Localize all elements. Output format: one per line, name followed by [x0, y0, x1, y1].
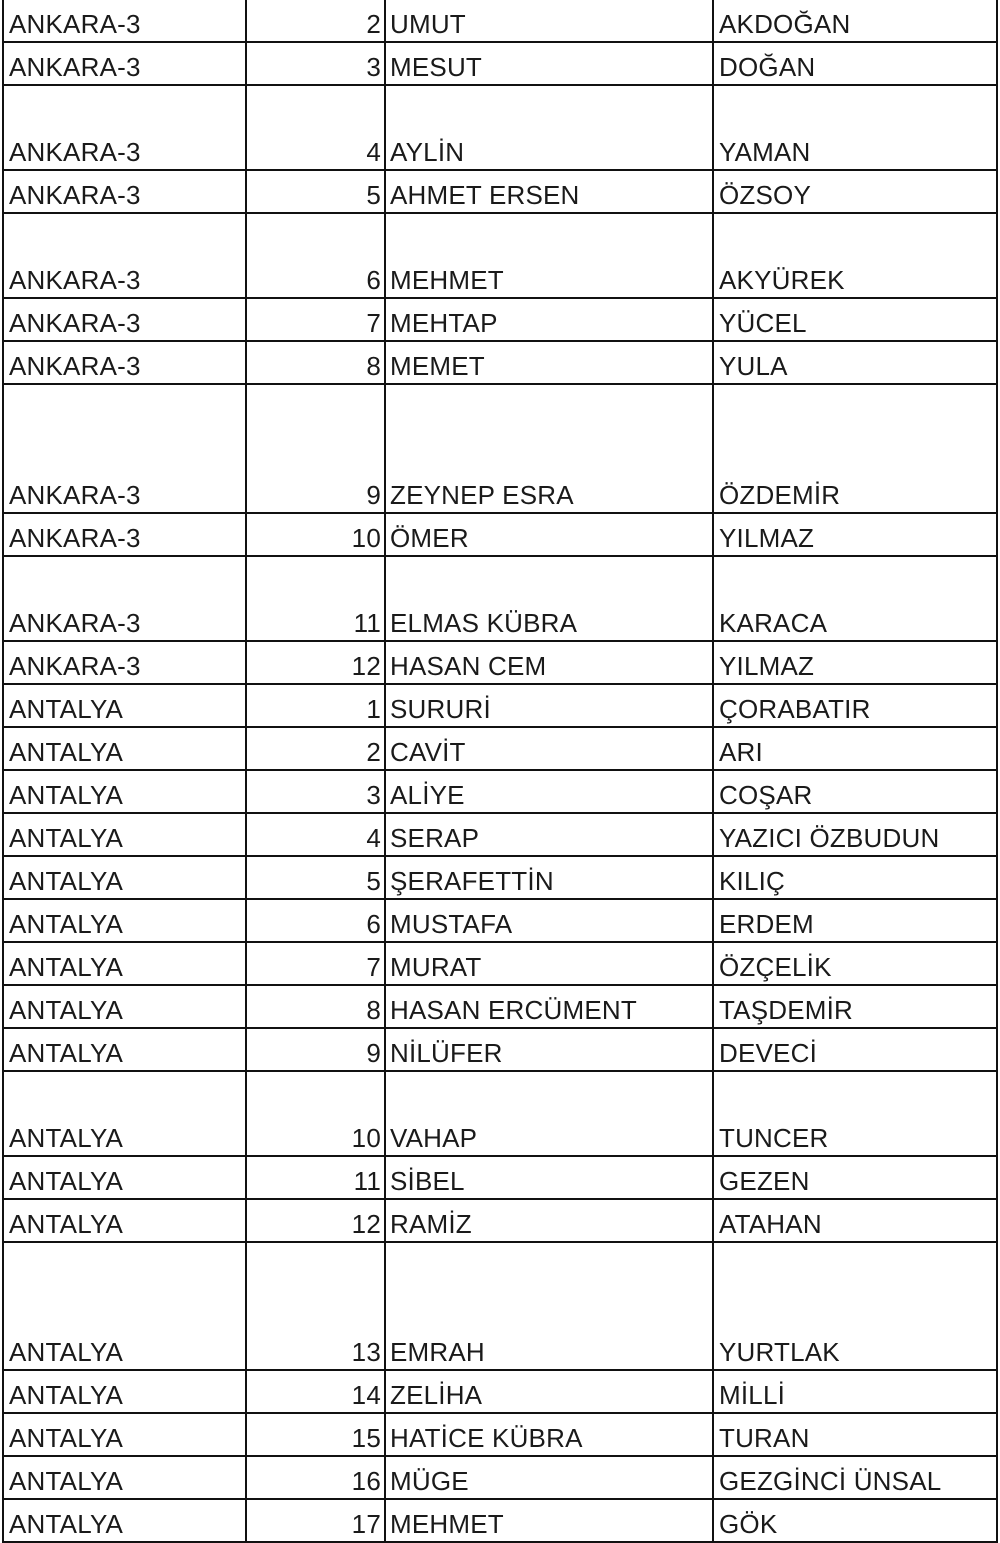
first-name-text: MÜGE — [390, 1466, 469, 1496]
first-name-cell[interactable] — [385, 813, 713, 856]
table-row — [3, 384, 997, 513]
last-name-cell[interactable] — [713, 513, 997, 556]
last-name-text: ÖZSOY — [719, 180, 812, 210]
last-name-text: ARI — [719, 737, 763, 767]
order-number-cell[interactable] — [246, 1028, 385, 1071]
order-number-cell[interactable] — [246, 341, 385, 384]
order-number-cell[interactable] — [246, 1499, 385, 1542]
order-number-text: 6 — [366, 909, 381, 939]
order-number-cell[interactable] — [246, 641, 385, 684]
last-name-text: TUNCER — [719, 1123, 829, 1153]
last-name-text: YILMAZ — [719, 523, 815, 553]
province-cell[interactable] — [3, 556, 246, 641]
order-number-cell[interactable] — [246, 556, 385, 641]
first-name-cell[interactable] — [385, 727, 713, 770]
table-row — [3, 1156, 997, 1199]
table-row — [3, 556, 997, 641]
order-number-cell[interactable] — [246, 942, 385, 985]
order-number-cell[interactable] — [246, 899, 385, 942]
order-number-cell[interactable] — [246, 1456, 385, 1499]
first-name-cell[interactable] — [385, 556, 713, 641]
order-number-cell[interactable] — [246, 813, 385, 856]
first-name-text: ÖMER — [390, 523, 469, 553]
province-text: ANTALYA — [9, 952, 124, 982]
last-name-cell[interactable] — [713, 899, 997, 942]
order-number-text: 15 — [351, 1423, 381, 1453]
first-name-cell[interactable] — [385, 85, 713, 170]
table-row — [3, 985, 997, 1028]
order-number-cell[interactable] — [246, 1370, 385, 1413]
province-text: ANKARA-3 — [9, 180, 141, 210]
last-name-cell[interactable] — [713, 384, 997, 513]
province-cell[interactable] — [3, 770, 246, 813]
first-name-text: HASAN ERCÜMENT — [390, 995, 637, 1025]
province-cell[interactable] — [3, 213, 246, 298]
table-row — [3, 170, 997, 213]
last-name-text: GÖK — [719, 1509, 778, 1539]
last-name-cell[interactable] — [713, 85, 997, 170]
table-row — [3, 1199, 997, 1242]
province-text: ANKARA-3 — [9, 523, 141, 553]
first-name-text: ELMAS KÜBRA — [390, 608, 578, 638]
province-cell[interactable] — [3, 42, 246, 85]
last-name-cell[interactable] — [713, 727, 997, 770]
last-name-text: ERDEM — [719, 909, 814, 939]
last-name-text: ATAHAN — [719, 1209, 822, 1239]
table-row — [3, 1499, 997, 1542]
order-number-text: 1 — [366, 694, 381, 724]
order-number-cell[interactable] — [246, 0, 385, 42]
province-text: ANKARA-3 — [9, 137, 141, 167]
province-text: ANTALYA — [9, 1038, 124, 1068]
first-name-text: NİLÜFER — [390, 1038, 503, 1068]
table-row — [3, 684, 997, 727]
order-number-text: 5 — [366, 866, 381, 896]
province-cell[interactable] — [3, 85, 246, 170]
order-number-cell[interactable] — [246, 170, 385, 213]
table-row — [3, 298, 997, 341]
first-name-cell[interactable] — [385, 770, 713, 813]
order-number-text: 11 — [353, 608, 381, 638]
last-name-text: YURTLAK — [719, 1337, 840, 1367]
last-name-cell[interactable] — [713, 985, 997, 1028]
province-cell[interactable] — [3, 1499, 246, 1542]
last-name-cell[interactable] — [713, 170, 997, 213]
table-row — [3, 856, 997, 899]
province-cell[interactable] — [3, 1370, 246, 1413]
table-row — [3, 0, 997, 42]
last-name-text: ÖZDEMİR — [719, 480, 841, 510]
table-body — [3, 0, 997, 1542]
first-name-cell[interactable] — [385, 384, 713, 513]
last-name-cell[interactable] — [713, 1370, 997, 1413]
province-text: ANTALYA — [9, 823, 124, 853]
last-name-cell[interactable] — [713, 1156, 997, 1199]
order-number-text: 7 — [366, 952, 381, 982]
first-name-text: ZEYNEP ESRA — [390, 480, 574, 510]
province-text: ANTALYA — [9, 1466, 124, 1496]
first-name-cell[interactable] — [385, 1156, 713, 1199]
last-name-text: ÇORABATIR — [719, 694, 871, 724]
order-number-text: 6 — [366, 265, 381, 295]
last-name-cell[interactable] — [713, 684, 997, 727]
province-cell[interactable] — [3, 170, 246, 213]
table-row — [3, 1028, 997, 1071]
province-cell[interactable] — [3, 1413, 246, 1456]
first-name-cell[interactable] — [385, 1071, 713, 1156]
first-name-text: ŞERAFETTİN — [390, 866, 554, 896]
first-name-text: ALİYE — [390, 780, 465, 810]
first-name-cell[interactable] — [385, 1199, 713, 1242]
table-row — [3, 813, 997, 856]
last-name-text: COŞAR — [719, 780, 813, 810]
candidate-list-table — [2, 0, 998, 1543]
province-text: ANTALYA — [9, 1209, 124, 1239]
order-number-text: 3 — [366, 780, 381, 810]
province-text: ANTALYA — [9, 995, 124, 1025]
order-number-text: 17 — [351, 1509, 381, 1539]
last-name-cell[interactable] — [713, 1499, 997, 1542]
order-number-text: 9 — [366, 480, 381, 510]
order-number-text: 3 — [366, 52, 381, 82]
last-name-cell[interactable] — [713, 213, 997, 298]
last-name-text: YULA — [719, 351, 788, 381]
last-name-text: DEVECİ — [719, 1038, 818, 1068]
province-text: ANKARA-3 — [9, 608, 141, 638]
first-name-cell[interactable] — [385, 0, 713, 42]
province-text: ANKARA-3 — [9, 265, 141, 295]
last-name-text: AKDOĞAN — [719, 9, 851, 39]
first-name-cell[interactable] — [385, 213, 713, 298]
first-name-text: MUSTAFA — [390, 909, 513, 939]
first-name-text: SURURİ — [390, 694, 491, 724]
order-number-text: 12 — [351, 651, 381, 681]
table-row — [3, 42, 997, 85]
table-row — [3, 1071, 997, 1156]
table-row — [3, 85, 997, 170]
order-number-text: 16 — [351, 1466, 381, 1496]
first-name-cell[interactable] — [385, 985, 713, 1028]
order-number-text: 14 — [351, 1380, 381, 1410]
province-text: ANTALYA — [9, 1380, 124, 1410]
order-number-text: 8 — [366, 351, 381, 381]
first-name-text: SERAP — [390, 823, 480, 853]
first-name-text: AHMET ERSEN — [390, 180, 580, 210]
table-row — [3, 1370, 997, 1413]
province-text: ANKARA-3 — [9, 308, 141, 338]
last-name-cell[interactable] — [713, 42, 997, 85]
last-name-cell[interactable] — [713, 1456, 997, 1499]
order-number-text: 8 — [366, 995, 381, 1025]
order-number-cell[interactable] — [246, 727, 385, 770]
first-name-text: CAVİT — [390, 737, 466, 767]
order-number-cell[interactable] — [246, 985, 385, 1028]
first-name-text: VAHAP — [390, 1123, 478, 1153]
first-name-text: ZELİHA — [390, 1380, 483, 1410]
order-number-text: 10 — [351, 1123, 381, 1153]
first-name-cell[interactable] — [385, 42, 713, 85]
order-number-cell[interactable] — [246, 1071, 385, 1156]
last-name-text: YAZICI ÖZBUDUN — [719, 823, 940, 853]
last-name-cell[interactable] — [713, 813, 997, 856]
order-number-cell[interactable] — [246, 513, 385, 556]
province-cell[interactable] — [3, 1071, 246, 1156]
last-name-cell[interactable] — [713, 1028, 997, 1071]
table-row — [3, 513, 997, 556]
last-name-cell[interactable] — [713, 341, 997, 384]
first-name-cell[interactable] — [385, 341, 713, 384]
last-name-text: YILMAZ — [719, 651, 815, 681]
order-number-text: 2 — [366, 737, 381, 767]
province-text: ANKARA-3 — [9, 351, 141, 381]
first-name-text: RAMİZ — [390, 1209, 472, 1239]
order-number-cell[interactable] — [246, 298, 385, 341]
table-row — [3, 213, 997, 298]
province-cell[interactable] — [3, 1242, 246, 1370]
province-text: ANTALYA — [9, 1423, 124, 1453]
last-name-cell[interactable] — [713, 556, 997, 641]
order-number-cell[interactable] — [246, 213, 385, 298]
last-name-text: KARACA — [719, 608, 828, 638]
first-name-text: HATİCE KÜBRA — [390, 1423, 583, 1453]
first-name-cell[interactable] — [385, 1370, 713, 1413]
first-name-text: MEHMET — [390, 1509, 504, 1539]
first-name-cell[interactable] — [385, 1456, 713, 1499]
last-name-text: ÖZÇELİK — [719, 952, 832, 982]
last-name-text: YAMAN — [719, 137, 811, 167]
province-cell[interactable] — [3, 942, 246, 985]
first-name-text: MEMET — [390, 351, 485, 381]
province-cell[interactable] — [3, 1028, 246, 1071]
province-cell[interactable] — [3, 684, 246, 727]
table-row — [3, 341, 997, 384]
province-text: ANKARA-3 — [9, 480, 141, 510]
province-cell[interactable] — [3, 899, 246, 942]
last-name-text: TAŞDEMİR — [719, 995, 854, 1025]
first-name-cell[interactable] — [385, 298, 713, 341]
order-number-cell[interactable] — [246, 770, 385, 813]
province-cell[interactable] — [3, 727, 246, 770]
order-number-cell[interactable] — [246, 42, 385, 85]
province-text: ANTALYA — [9, 1509, 124, 1539]
order-number-text: 4 — [366, 823, 381, 853]
first-name-text: AYLİN — [390, 137, 465, 167]
first-name-cell[interactable] — [385, 1028, 713, 1071]
province-text: ANKARA-3 — [9, 651, 141, 681]
order-number-cell[interactable] — [246, 1413, 385, 1456]
order-number-text: 7 — [366, 308, 381, 338]
first-name-text: UMUT — [390, 9, 466, 39]
province-cell[interactable] — [3, 1199, 246, 1242]
first-name-text: HASAN CEM — [390, 651, 547, 681]
first-name-text: MESUT — [390, 52, 482, 82]
last-name-cell[interactable] — [713, 0, 997, 42]
province-text: ANTALYA — [9, 1166, 124, 1196]
province-cell[interactable] — [3, 1456, 246, 1499]
order-number-text: 9 — [366, 1038, 381, 1068]
table-row — [3, 942, 997, 985]
last-name-text: MİLLİ — [719, 1380, 786, 1410]
last-name-cell[interactable] — [713, 856, 997, 899]
first-name-cell[interactable] — [385, 856, 713, 899]
first-name-cell[interactable] — [385, 513, 713, 556]
province-cell[interactable] — [3, 1156, 246, 1199]
order-number-cell[interactable] — [246, 684, 385, 727]
first-name-cell[interactable] — [385, 684, 713, 727]
order-number-cell[interactable] — [246, 1242, 385, 1370]
last-name-cell[interactable] — [713, 1242, 997, 1370]
last-name-cell[interactable] — [713, 770, 997, 813]
province-text: ANKARA-3 — [9, 9, 141, 39]
province-cell[interactable] — [3, 384, 246, 513]
first-name-text: MEHTAP — [390, 308, 498, 338]
order-number-text: 11 — [353, 1166, 381, 1196]
province-text: ANTALYA — [9, 909, 124, 939]
first-name-text: MEHMET — [390, 265, 504, 295]
first-name-cell[interactable] — [385, 170, 713, 213]
first-name-cell[interactable] — [385, 1242, 713, 1370]
first-name-cell[interactable] — [385, 641, 713, 684]
first-name-cell[interactable] — [385, 899, 713, 942]
last-name-text: TURAN — [719, 1423, 810, 1453]
order-number-text: 2 — [366, 9, 381, 39]
first-name-cell[interactable] — [385, 1499, 713, 1542]
order-number-text: 12 — [351, 1209, 381, 1239]
province-text: ANTALYA — [9, 737, 124, 767]
last-name-text: KILIÇ — [719, 866, 786, 896]
first-name-text: SİBEL — [390, 1166, 465, 1196]
province-text: ANKARA-3 — [9, 52, 141, 82]
last-name-text: GEZEN — [719, 1166, 810, 1196]
order-number-text: 13 — [351, 1337, 381, 1367]
province-cell[interactable] — [3, 813, 246, 856]
order-number-text: 5 — [366, 180, 381, 210]
order-number-cell[interactable] — [246, 1199, 385, 1242]
last-name-cell[interactable] — [713, 641, 997, 684]
last-name-text: AKYÜREK — [719, 265, 845, 295]
first-name-cell[interactable] — [385, 1413, 713, 1456]
order-number-text: 10 — [351, 523, 381, 553]
first-name-cell[interactable] — [385, 942, 713, 985]
last-name-cell[interactable] — [713, 1413, 997, 1456]
province-text: ANTALYA — [9, 1337, 124, 1367]
last-name-cell[interactable] — [713, 298, 997, 341]
last-name-text: GEZGİNCİ ÜNSAL — [719, 1466, 942, 1496]
order-number-cell[interactable] — [246, 85, 385, 170]
order-number-cell[interactable] — [246, 856, 385, 899]
table-row — [3, 1242, 997, 1370]
province-cell[interactable] — [3, 856, 246, 899]
first-name-text: MURAT — [390, 952, 482, 982]
last-name-cell[interactable] — [713, 942, 997, 985]
last-name-cell[interactable] — [713, 1071, 997, 1156]
table-row — [3, 727, 997, 770]
last-name-cell[interactable] — [713, 1199, 997, 1242]
province-cell[interactable] — [3, 0, 246, 42]
table-row — [3, 1413, 997, 1456]
province-cell[interactable] — [3, 298, 246, 341]
province-cell[interactable] — [3, 641, 246, 684]
province-text: ANTALYA — [9, 1123, 124, 1153]
order-number-text: 4 — [366, 137, 381, 167]
last-name-text: DOĞAN — [719, 52, 816, 82]
province-cell[interactable] — [3, 513, 246, 556]
table-row — [3, 899, 997, 942]
table-row — [3, 770, 997, 813]
province-text: ANTALYA — [9, 866, 124, 896]
table-row — [3, 641, 997, 684]
table-row — [3, 1456, 997, 1499]
last-name-text: YÜCEL — [719, 308, 807, 338]
province-cell[interactable] — [3, 341, 246, 384]
order-number-cell[interactable] — [246, 1156, 385, 1199]
order-number-cell[interactable] — [246, 384, 385, 513]
first-name-text: EMRAH — [390, 1337, 485, 1367]
province-cell[interactable] — [3, 985, 246, 1028]
province-text: ANTALYA — [9, 780, 124, 810]
province-text: ANTALYA — [9, 694, 124, 724]
